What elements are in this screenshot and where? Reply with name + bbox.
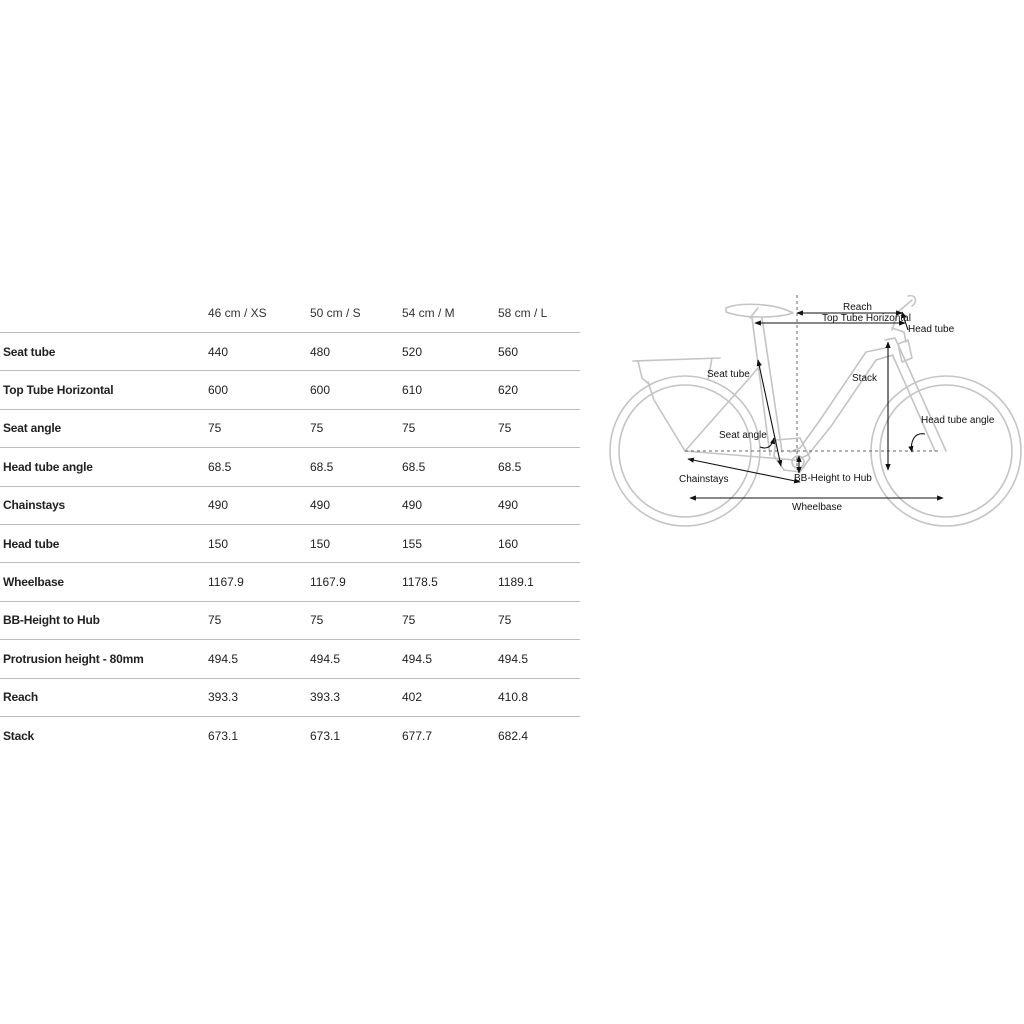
- table-cell: 75: [498, 613, 512, 628]
- table-cell: 620: [498, 383, 519, 398]
- row-label: Stack: [3, 728, 35, 743]
- column-header: 46 cm / XS: [208, 306, 267, 320]
- bike-geometry-diagram: [608, 290, 1024, 540]
- row-label: Seat angle: [3, 421, 62, 436]
- table-cell: 68.5: [402, 459, 426, 474]
- table-row: [0, 716, 580, 754]
- table-cell: 494.5: [402, 651, 433, 666]
- row-label: Reach: [3, 690, 39, 705]
- table-cell: 480: [310, 344, 331, 359]
- header-empty-cell: [0, 294, 208, 333]
- table-cell: 673.1: [310, 728, 341, 743]
- label-stack: Stack: [852, 373, 878, 384]
- column-header: 54 cm / M: [402, 306, 455, 320]
- table-cell: 1178.5: [402, 575, 438, 590]
- table-cell: 490: [208, 498, 229, 513]
- table-cell: 75: [402, 613, 416, 628]
- table-row: [0, 601, 580, 639]
- table-cell: 494.5: [310, 651, 341, 666]
- table-cell: 68.5: [208, 459, 232, 474]
- row-label: Wheelbase: [3, 575, 64, 590]
- table-cell: 75: [498, 421, 512, 436]
- table-cell: 155: [402, 536, 423, 551]
- geometry-table: [0, 294, 580, 754]
- table-cell: 490: [402, 498, 423, 513]
- row-label: BB-Height to Hub: [3, 613, 100, 628]
- table-cell: 75: [402, 421, 416, 436]
- table-cell: 560: [498, 344, 519, 359]
- table-row: [0, 640, 580, 678]
- table-row: [0, 524, 580, 562]
- column-header: 50 cm / S: [310, 306, 361, 320]
- label-head-tube: Head tube: [908, 324, 955, 335]
- table-cell: 610: [402, 383, 423, 398]
- table-cell: 393.3: [208, 690, 239, 705]
- table-cell: 150: [208, 536, 229, 551]
- row-label: Top Tube Horizontal: [3, 383, 114, 398]
- table-cell: 402: [402, 690, 423, 705]
- table-cell: 490: [310, 498, 331, 513]
- table-cell: 494.5: [208, 651, 239, 666]
- row-label: Chainstays: [3, 498, 66, 513]
- label-seat-tube: Seat tube: [707, 369, 750, 380]
- table-cell: 150: [310, 536, 331, 551]
- table-row: [0, 371, 580, 409]
- label-seat-angle: Seat angle: [719, 430, 767, 441]
- table-cell: 677.7: [402, 728, 433, 743]
- table-cell: 682.4: [498, 728, 529, 743]
- table-header-row: [0, 294, 580, 333]
- label-bb-height: BB-Height to Hub: [794, 473, 872, 484]
- table-row: [0, 409, 580, 447]
- table-cell: 520: [402, 344, 423, 359]
- table-cell: 494.5: [498, 651, 529, 666]
- table-cell: 490: [498, 498, 519, 513]
- table-cell: 1167.9: [310, 575, 346, 590]
- table-cell: 75: [208, 613, 222, 628]
- row-label: Head tube: [3, 536, 60, 551]
- diagram-labels: [679, 302, 995, 513]
- table-row: [0, 678, 580, 716]
- table-row: [0, 448, 580, 486]
- row-label: Head tube angle: [3, 459, 93, 474]
- label-top-tube: Top Tube Horizontal: [822, 313, 911, 324]
- table-row: [0, 333, 580, 371]
- table-cell: 673.1: [208, 728, 239, 743]
- label-head-tube-angle: Head tube angle: [921, 415, 995, 426]
- table-cell: 68.5: [310, 459, 334, 474]
- table-cell: 600: [310, 383, 331, 398]
- bike-outline: [610, 296, 1021, 526]
- label-wheelbase: Wheelbase: [792, 502, 843, 513]
- table-cell: 75: [310, 613, 324, 628]
- label-reach: Reach: [843, 302, 872, 313]
- head-tube-angle-arc: [912, 434, 925, 452]
- table-row: [0, 486, 580, 524]
- table-cell: 160: [498, 536, 519, 551]
- table-cell: 75: [310, 421, 324, 436]
- table-cell: 393.3: [310, 690, 341, 705]
- label-chainstays: Chainstays: [679, 474, 729, 485]
- table-cell: 410.8: [498, 690, 529, 705]
- table-cell: 1167.9: [208, 575, 244, 590]
- table-cell: 1189.1: [498, 575, 534, 590]
- row-label: Protrusion height - 80mm: [3, 651, 144, 666]
- table-cell: 440: [208, 344, 229, 359]
- table-cell: 68.5: [498, 459, 522, 474]
- table-row: [0, 563, 580, 601]
- column-header: 58 cm / L: [498, 306, 548, 320]
- table-cell: 600: [208, 383, 229, 398]
- row-label: Seat tube: [3, 344, 56, 359]
- table-cell: 75: [208, 421, 222, 436]
